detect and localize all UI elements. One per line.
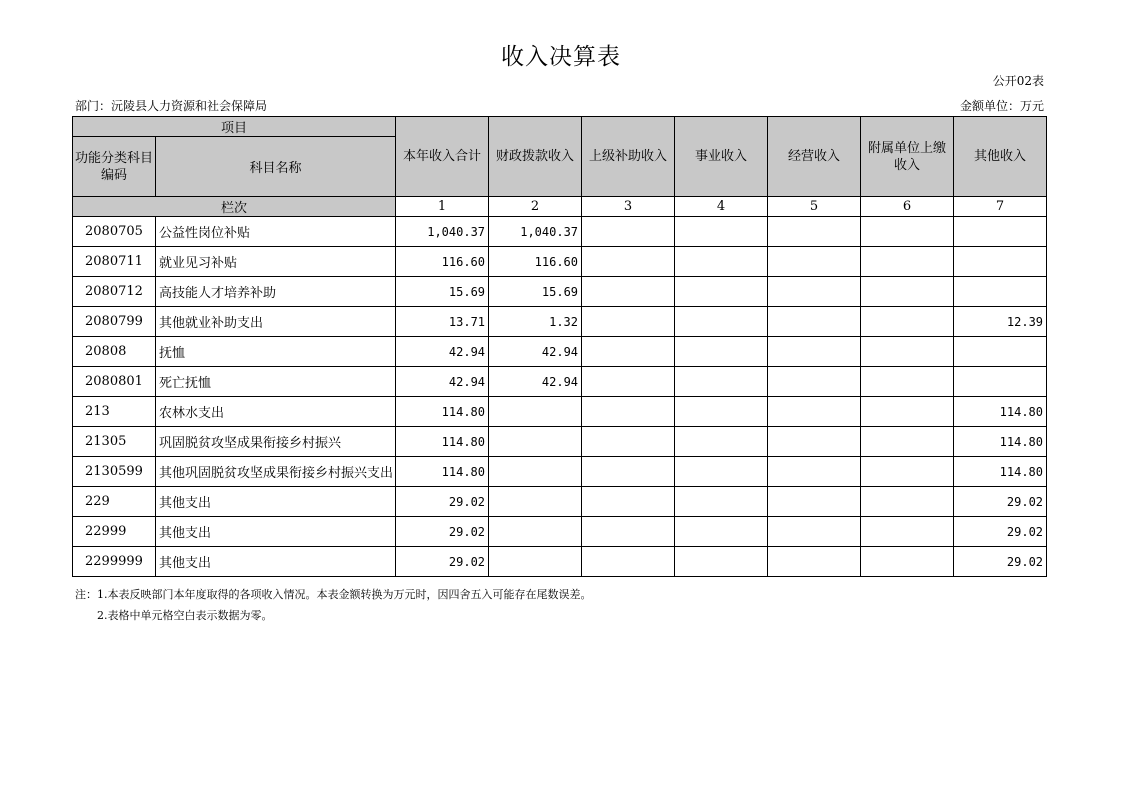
amount-cell bbox=[954, 217, 1047, 247]
table-row bbox=[73, 217, 1047, 247]
subject-name-cell: 农林水支出 bbox=[156, 397, 396, 427]
subject-name-cell: 其他就业补助支出 bbox=[156, 307, 396, 337]
amount-cell bbox=[861, 277, 954, 307]
column-number: 5 bbox=[768, 197, 861, 217]
column-number: 4 bbox=[675, 197, 768, 217]
amount-cell bbox=[675, 457, 768, 487]
amount-cell: 29.02 bbox=[954, 487, 1047, 517]
subject-name-cell: 巩固脱贫攻坚成果衔接乡村振兴 bbox=[156, 427, 396, 457]
amount-cell: 114.80 bbox=[954, 457, 1047, 487]
amount-cell bbox=[489, 427, 582, 457]
header-col-4: 事业收入 bbox=[675, 117, 768, 197]
table-row bbox=[73, 247, 1047, 277]
department-label: 部门：沅陵县人力资源和社会保障局 bbox=[75, 99, 268, 113]
func-code-cell: 2080712 bbox=[73, 277, 156, 307]
amount-cell bbox=[582, 217, 675, 247]
header-col-5: 经营收入 bbox=[768, 117, 861, 197]
table-row bbox=[73, 547, 1047, 577]
amount-cell: 1,040.37 bbox=[489, 217, 582, 247]
amount-cell: 29.02 bbox=[396, 517, 489, 547]
amount-cell: 12.39 bbox=[954, 307, 1047, 337]
amount-cell bbox=[768, 457, 861, 487]
func-code-cell: 22999 bbox=[73, 517, 156, 547]
amount-cell bbox=[768, 277, 861, 307]
header-col-1: 本年收入合计 bbox=[396, 117, 489, 197]
amount-cell: 42.94 bbox=[396, 337, 489, 367]
subject-name-cell: 就业见习补贴 bbox=[156, 247, 396, 277]
amount-cell bbox=[489, 487, 582, 517]
table-row bbox=[73, 427, 1047, 457]
amount-cell bbox=[675, 547, 768, 577]
amount-cell bbox=[861, 457, 954, 487]
header-subject-name: 科目名称 bbox=[156, 137, 396, 197]
amount-cell: 29.02 bbox=[954, 517, 1047, 547]
func-code-cell: 21305 bbox=[73, 427, 156, 457]
amount-cell bbox=[582, 277, 675, 307]
amount-cell bbox=[489, 547, 582, 577]
subject-name-cell: 高技能人才培养补助 bbox=[156, 277, 396, 307]
amount-cell bbox=[768, 217, 861, 247]
amount-cell bbox=[675, 307, 768, 337]
amount-cell bbox=[768, 517, 861, 547]
amount-cell: 116.60 bbox=[396, 247, 489, 277]
header-col-3: 上级补助收入 bbox=[582, 117, 675, 197]
amount-cell bbox=[489, 397, 582, 427]
subject-name-cell: 其他巩固脱贫攻坚成果衔接乡村振兴支出 bbox=[156, 457, 396, 487]
income-table bbox=[72, 116, 1047, 577]
amount-cell bbox=[582, 307, 675, 337]
subject-name-cell: 抚恤 bbox=[156, 337, 396, 367]
amount-cell bbox=[861, 367, 954, 397]
amount-cell bbox=[954, 337, 1047, 367]
table-row bbox=[73, 367, 1047, 397]
amount-cell bbox=[582, 517, 675, 547]
amount-cell: 114.80 bbox=[396, 457, 489, 487]
table-row bbox=[73, 307, 1047, 337]
amount-cell bbox=[582, 247, 675, 277]
amount-unit-label: 金额单位：万元 bbox=[959, 99, 1044, 113]
page-title: 收入决算表 bbox=[501, 44, 621, 70]
subject-name-cell: 死亡抚恤 bbox=[156, 367, 396, 397]
func-code-cell: 20808 bbox=[73, 337, 156, 367]
header-row-label: 栏次 bbox=[73, 197, 396, 217]
form-number: 公开02表 bbox=[992, 74, 1044, 88]
amount-cell: 29.02 bbox=[954, 547, 1047, 577]
amount-cell bbox=[768, 487, 861, 517]
func-code-cell: 2080799 bbox=[73, 307, 156, 337]
header-col-6: 附属单位上缴收入 bbox=[861, 117, 954, 197]
amount-cell bbox=[489, 517, 582, 547]
amount-cell bbox=[582, 337, 675, 367]
amount-cell bbox=[582, 487, 675, 517]
table-row bbox=[73, 337, 1047, 367]
amount-cell bbox=[582, 397, 675, 427]
amount-cell bbox=[675, 367, 768, 397]
table-row bbox=[73, 397, 1047, 427]
amount-cell bbox=[582, 427, 675, 457]
subject-name-cell: 其他支出 bbox=[156, 517, 396, 547]
amount-cell bbox=[768, 367, 861, 397]
amount-cell: 116.60 bbox=[489, 247, 582, 277]
footnote-1: 注：1.本表反映部门本年度取得的各项收入情况。本表金额转换为万元时，因四舍五入可能存在尾数误差。 bbox=[75, 588, 592, 601]
amount-cell bbox=[675, 277, 768, 307]
column-number: 1 bbox=[396, 197, 489, 217]
amount-cell bbox=[861, 397, 954, 427]
amount-cell bbox=[768, 547, 861, 577]
func-code-cell: 2299999 bbox=[73, 547, 156, 577]
amount-cell bbox=[768, 427, 861, 457]
amount-cell: 114.80 bbox=[954, 427, 1047, 457]
table-row bbox=[73, 457, 1047, 487]
amount-cell: 114.80 bbox=[396, 397, 489, 427]
header-func-code: 功能分类科目编码 bbox=[73, 137, 156, 197]
amount-cell bbox=[861, 307, 954, 337]
amount-cell bbox=[861, 517, 954, 547]
amount-cell bbox=[861, 247, 954, 277]
amount-cell bbox=[675, 427, 768, 457]
table-row bbox=[73, 517, 1047, 547]
amount-cell: 42.94 bbox=[489, 337, 582, 367]
header-project: 项目 bbox=[73, 117, 396, 137]
amount-cell bbox=[675, 217, 768, 247]
amount-cell: 15.69 bbox=[396, 277, 489, 307]
amount-cell bbox=[861, 547, 954, 577]
amount-cell: 29.02 bbox=[396, 487, 489, 517]
amount-cell bbox=[861, 427, 954, 457]
amount-cell: 42.94 bbox=[489, 367, 582, 397]
amount-cell bbox=[675, 517, 768, 547]
amount-cell bbox=[675, 487, 768, 517]
amount-cell bbox=[861, 487, 954, 517]
column-number: 6 bbox=[861, 197, 954, 217]
footnotes bbox=[75, 584, 592, 626]
amount-cell bbox=[861, 337, 954, 367]
amount-cell bbox=[675, 397, 768, 427]
amount-cell: 1.32 bbox=[489, 307, 582, 337]
header-col-2: 财政拨款收入 bbox=[489, 117, 582, 197]
amount-cell bbox=[861, 217, 954, 247]
column-number: 7 bbox=[954, 197, 1047, 217]
func-code-cell: 2080801 bbox=[73, 367, 156, 397]
table-row bbox=[73, 277, 1047, 307]
amount-cell: 42.94 bbox=[396, 367, 489, 397]
subject-name-cell: 公益性岗位补贴 bbox=[156, 217, 396, 247]
amount-cell bbox=[489, 457, 582, 487]
amount-cell bbox=[582, 457, 675, 487]
func-code-cell: 2080705 bbox=[73, 217, 156, 247]
amount-cell bbox=[582, 547, 675, 577]
footnote-2: 2.表格中单元格空白表示数据为零。 bbox=[97, 609, 273, 622]
amount-cell: 1,040.37 bbox=[396, 217, 489, 247]
amount-cell: 13.71 bbox=[396, 307, 489, 337]
amount-cell bbox=[954, 367, 1047, 397]
amount-cell bbox=[675, 337, 768, 367]
func-code-cell: 2080711 bbox=[73, 247, 156, 277]
func-code-cell: 213 bbox=[73, 397, 156, 427]
amount-cell bbox=[768, 397, 861, 427]
amount-cell bbox=[675, 247, 768, 277]
amount-cell bbox=[768, 307, 861, 337]
amount-cell bbox=[954, 247, 1047, 277]
amount-cell: 29.02 bbox=[396, 547, 489, 577]
amount-cell bbox=[768, 247, 861, 277]
column-number: 3 bbox=[582, 197, 675, 217]
amount-cell: 114.80 bbox=[954, 397, 1047, 427]
amount-cell: 15.69 bbox=[489, 277, 582, 307]
subject-name-cell: 其他支出 bbox=[156, 487, 396, 517]
func-code-cell: 2130599 bbox=[73, 457, 156, 487]
amount-cell bbox=[582, 367, 675, 397]
func-code-cell: 229 bbox=[73, 487, 156, 517]
amount-cell: 114.80 bbox=[396, 427, 489, 457]
table-row bbox=[73, 487, 1047, 517]
header-col-7: 其他收入 bbox=[954, 117, 1047, 197]
column-number: 2 bbox=[489, 197, 582, 217]
subject-name-cell: 其他支出 bbox=[156, 547, 396, 577]
amount-cell bbox=[768, 337, 861, 367]
amount-cell bbox=[954, 277, 1047, 307]
